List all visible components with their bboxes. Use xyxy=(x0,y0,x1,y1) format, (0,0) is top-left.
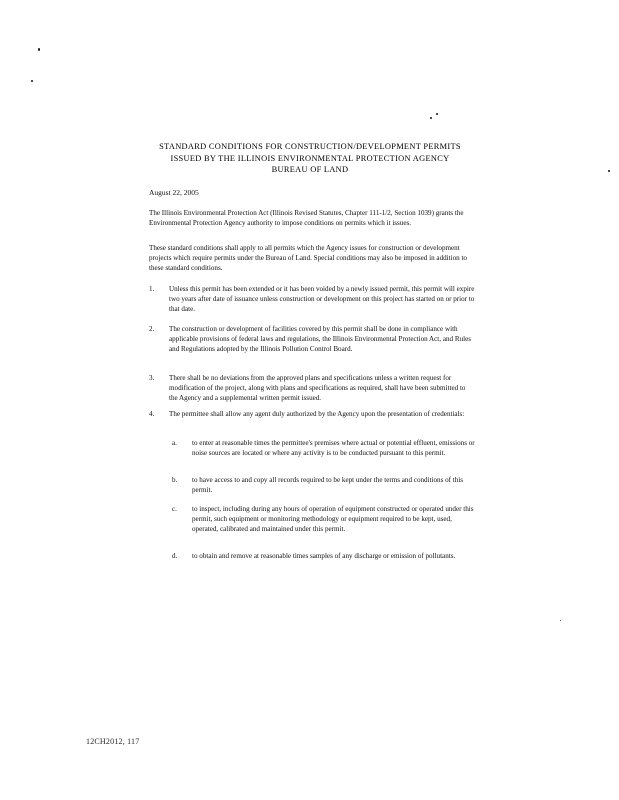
scope-paragraph: These standard conditions shall apply to all permits which the Agency issues for construction or development projects which require permits under the Bureau of Land. Special conditions may also be imposed in addition to these standard conditions. xyxy=(149,244,467,273)
subitem-text: to enter at reasonable times the permittee's premises where actual or potential effluent, emissions or noise sources are located or where any activity is to be conducted pursuant to this permit. xyxy=(192,439,475,458)
document-date: August 22, 2005 xyxy=(149,188,199,197)
intro-paragraph: The Illinois Environmental Protection Act (Illinois Revised Statutes, Chapter 111-1/2, Section 1039) grants the Environmental Protection Agency authority to impose conditions on permits which it issues. xyxy=(149,209,464,228)
condition-number: 3. xyxy=(149,374,155,382)
condition-number: 2. xyxy=(149,325,155,333)
condition-number: 1. xyxy=(149,285,155,293)
subitem-letter: b. xyxy=(172,476,178,484)
scan-speck xyxy=(31,80,33,82)
condition-text: The construction or development of facilities covered by this permit shall be done in compliance with applicable provisions of federal laws and regulations, the Illinois Environmental Protection Act, and Rules and Regulations adopted by the Illinois Pollution Control Board. xyxy=(169,325,472,354)
subitem-letter: c. xyxy=(172,505,177,513)
scan-speck xyxy=(560,620,561,621)
title-line-2: ISSUED BY THE ILLINOIS ENVIRONMENTAL PROTECTION AGENCY xyxy=(170,153,450,163)
document-title xyxy=(150,141,470,176)
subitem-letter: d. xyxy=(172,552,178,560)
scan-speck xyxy=(38,48,40,51)
subitem-letter: a. xyxy=(172,439,177,447)
subitem-text: to obtain and remove at reasonable times samples of any discharge or emission of pollutants. xyxy=(192,552,456,560)
subitem-text: to inspect, including during any hours of operation of equipment constructed or operated under this permit, such equipment or monitoring methodology or equipment required to be kept, used, operated, calibrated and maintained under this permit. xyxy=(192,505,474,534)
condition-text: There shall be no deviations from the approved plans and specifications unless a written request for modification of the project, along with plans and specifications as required, shall have been submitted to the Agency and a supplemental written permit issued. xyxy=(169,374,466,403)
scan-speck xyxy=(436,113,438,115)
condition-text: Unless this permit has been extended or it has been voided by a newly issued permit, this permit will expire two years after date of issuance unless construction or development on this project has started on or prior to that date. xyxy=(169,285,475,314)
bates-number: 12CH2012, 117 xyxy=(86,737,140,746)
subitem-text: to have access to and copy all records required to be kept under the terms and conditions of this permit. xyxy=(192,476,464,495)
title-line-3: BUREAU OF LAND xyxy=(271,165,349,174)
scan-speck xyxy=(608,170,610,172)
scan-speck xyxy=(430,117,432,119)
condition-text: The permittee shall allow any agent duly authorized by the Agency upon the presentation of credentials: xyxy=(169,410,465,418)
condition-number: 4. xyxy=(149,410,155,418)
title-line-1: STANDARD CONDITIONS FOR CONSTRUCTION/DEVELOPMENT PERMITS xyxy=(159,142,461,151)
